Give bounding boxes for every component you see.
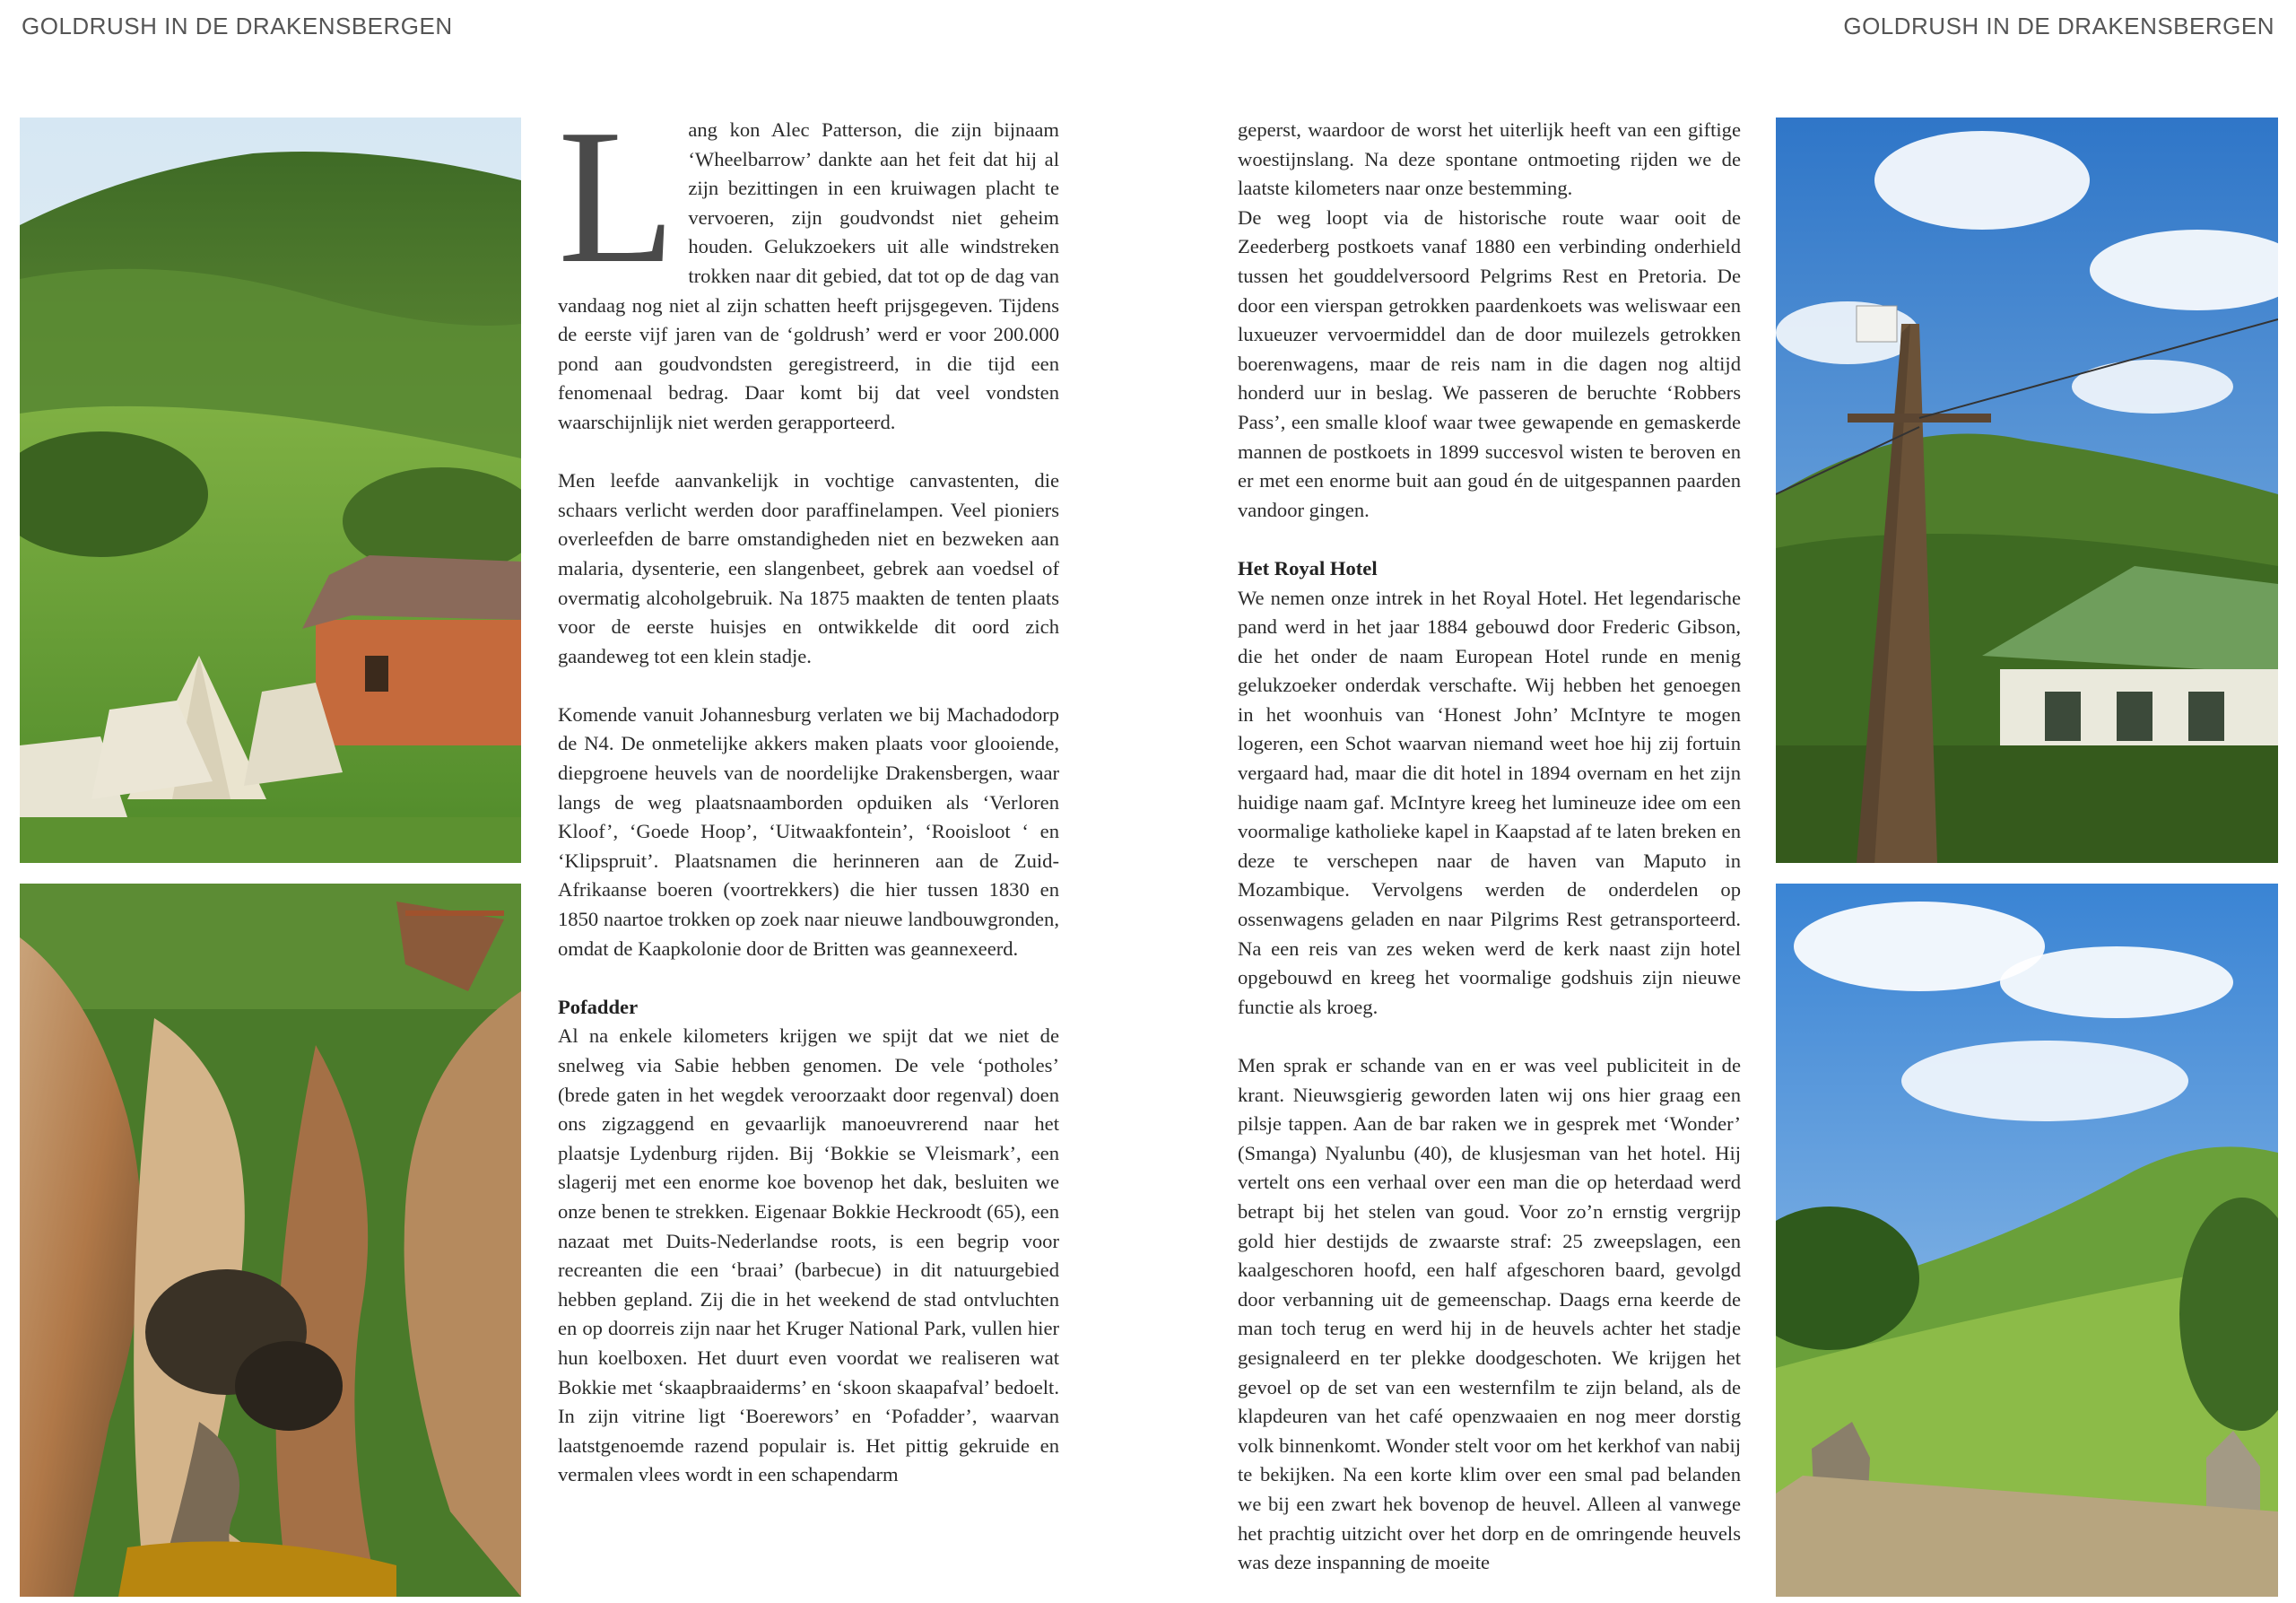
subheading-pofadder: Pofadder: [558, 995, 639, 1018]
paragraph-canvas-tents: Men leefde aanvankelijk in vochtige canvastenten, die schaars verlicht werden door paraffinelampen. Veel pioniers overleefden de barre omstandigheden niet en bezweken aan malaria, dysenterie, een slangenbeet, gebrek aan voedsel of overmatig alcoholgebruik. Na 1875 maakten de tenten plaats voor de eerste huisjes en ontwikkelde dit oord zich gaandeweg tot een klein stadje.: [558, 469, 1059, 667]
paragraph-wonder: Men sprak er schande van en er was veel publiciteit in de krant. Nieuwsgierig geworden laten wij ons hier graag een pilsje tappen. Aan de bar raken we in gesprek met ‘Wonder’ (Smanga) Nyalunbu (40), de klusjesman van het hotel. Hij vertelt ons een verhaal over een man die op heterdaad werd betrapt bij het stelen van goud. Voor zo’n ernstig vergrijp gold hier destijds de zwaarste straf: 25 zweepslagen, een kaalgeschoren hoofd, een half afgeschoren baard, gevolgd door verbanning uit de gemeenschap. Daags erna keerde de man toch terug en werd hij in de heuvels achter het stadje gesignaleerd en ter plekke doodgeschoten. We krijgen het gevoel op de set van een westernfilm te zijn beland, als de klapdeuren van het café openzwaaien en nog meer dorstig volk binnenkomt. Wonder stelt voor om het kerkhof van nabij te bekijken. Na een korte klim over een smal pad belanden we bij een zwart hek bovenop de heuvel. Alleen al vanwege het prachtig uitzicht over het dorp en de omringende heuvels was deze inspanning de moeite: [1238, 1054, 1741, 1574]
article-column-right: [1238, 116, 1741, 1578]
article-column-left: [558, 89, 1059, 1490]
paragraph-intro: ang kon Alec Patterson, die zijn bijnaam ‘Wheelbarrow’ dankte aan het feit dat hij al zijn bezittingen in een kruiwagen placht te vervoeren, zijn goudvondst niet geheim houden. Gelukzoekers uit alle windstreken trokken naar dit gebied, dat tot op de dag van vandaag nog niet al zijn schatten heeft prijsgegeven. Tijdens de eerste vijf jaren van de ‘goldrush’ werd er voor 200.000 pond aan goudvondsten geregistreerd, in die tijd een fenomenaal bedrag. Daar komt bij dat veel vondsten waarschijnlijk niet werden gerapporteerd.: [558, 118, 1059, 433]
paragraph-zeederberg: De weg loopt via de historische route waar ooit de Zeederberg postkoets vanaf 1880 een verbinding onderhield tussen het gouddelversoord Pelgrims Rest en Pretoria. De door een vierspan getrokken paardenkoets was weliswaar een luxueuzer vervoermiddel dan de door muilezels getrokken boerenwagens, maar de reis nam in die dagen nog altijd honderd uur in beslag. We passeren de beruchte ‘Robbers Pass’, een smalle kloof waar twee gewapende en gemaskerde mannen de postkoets in 1899 succesvol wisten te beroven en er met een enorme buit aan goud én de uitgespannen paarden vandoor gingen.: [1238, 205, 1741, 521]
running-head-left: GOLDRUSH IN DE DRAKENSBERGEN: [22, 13, 453, 39]
gold-camp-tents-photo: [20, 118, 521, 863]
paragraph-continuation: geperst, waardoor de worst het uiterlijk heeft van een giftige woestijnslang. Na deze spontane ontmoeting rijden we de laatste kilometers naar onze bestemming.: [1238, 118, 1741, 200]
paragraph-royal-hotel: We nemen onze intrek in het Royal Hotel. Het legendarische pand werd in het jaar 1884 gebouwd door Frederic Gibson, die het onder de naam European Hotel runde en menig gelukzoeker onderdak verschafte. Wij hebben het genoegen in het woonhuis van ‘Honest John’ McIntyre te mogen logeren, een Schot waarvan niemand weet hoe hij zij fortuin vergaard had, maar die dit hotel in 1894 overnam en het zijn huidige naam gaf. McIntyre kreeg het lumineuze idee om een voormalige katholieke kapel in Kaapstad af te laten breken en deze te verschepen naar de haven van Maputo in Mozambique. Vervolgens werden de onderdelen op ossenwagens geladen en naar Pilgrims Rest getransporteerd. Na een reis van zes weken werd de kerk naast zijn hotel opgebouwd en kreeg het voormalige godshuis zijn nieuwe functie als kroeg.: [1238, 586, 1741, 1018]
subheading-royal-hotel: Het Royal Hotel: [1238, 556, 1378, 579]
cemetery-hillside-photo: [1776, 884, 2278, 1597]
telegraph-pole-hotel-photo: [1776, 118, 2278, 863]
potholes-canyon-photo: [20, 884, 521, 1597]
dropcap: L: [558, 89, 676, 303]
paragraph-johannesburg: Komende vanuit Johannesburg verlaten we bij Machadodorp de N4. De onmetelijke akkers maken plaats voor glooiende, diepgroene heuvels van de noordelijke Drakensbergen, waar langs de weg plaatsnaamborden opduiken als ‘Verloren Kloof’, ‘Goede Hoop’, ‘Uitwaakfontein’, ‘Rooisloot ‘ en ‘Klipspruit’. Plaatsnamen die herinneren aan de Zuid-Afrikaanse boeren (voortrekkers) die hier tussen 1830 en 1850 naartoe trokken op zoek naar nieuwe landbouwgronden, omdat de Kaapkolonie door de Britten was geannexeerd.: [558, 702, 1059, 960]
paragraph-pofadder: Al na enkele kilometers krijgen we spijt dat we niet de snelweg via Sabie hebben genomen. De vele ‘potholes’ (brede gaten in het wegdek veroorzaakt door regenval) doen ons zigzaggend en gevaarlijk manoeuvrerend naar het plaatsje Lydenburg rijden. Bij ‘Bokkie se Vleismark’, een slagerij met een enorme koe bovenop het dak, besluiten we onze benen te strekken. Eigenaar Bokkie Heckroodt (65), een nazaat met Duits-Nederlandse roots, is een begrip voor recreanten die een ‘braai’ (barbecue) in dit natuurgebied hebben gepland. Zij die in het weekend de stad ontvluchten en op doorreis zijn naar het Kruger National Park, vullen hier hun koelboxen. Het duurt even voordat we realiseren wat Bokkie met ‘skaapbraaiderms’ en ‘skoon skaapafval’ bedoelt. In zijn vitrine ligt ‘Boerewors’ en ‘Pofadder’, waarvan laatstgenoemde razend populair is. Het pittig gekruide en vermalen vlees wordt in een schapendarm: [558, 1024, 1059, 1486]
running-head-right: GOLDRUSH IN DE DRAKENSBERGEN: [1843, 13, 2274, 39]
